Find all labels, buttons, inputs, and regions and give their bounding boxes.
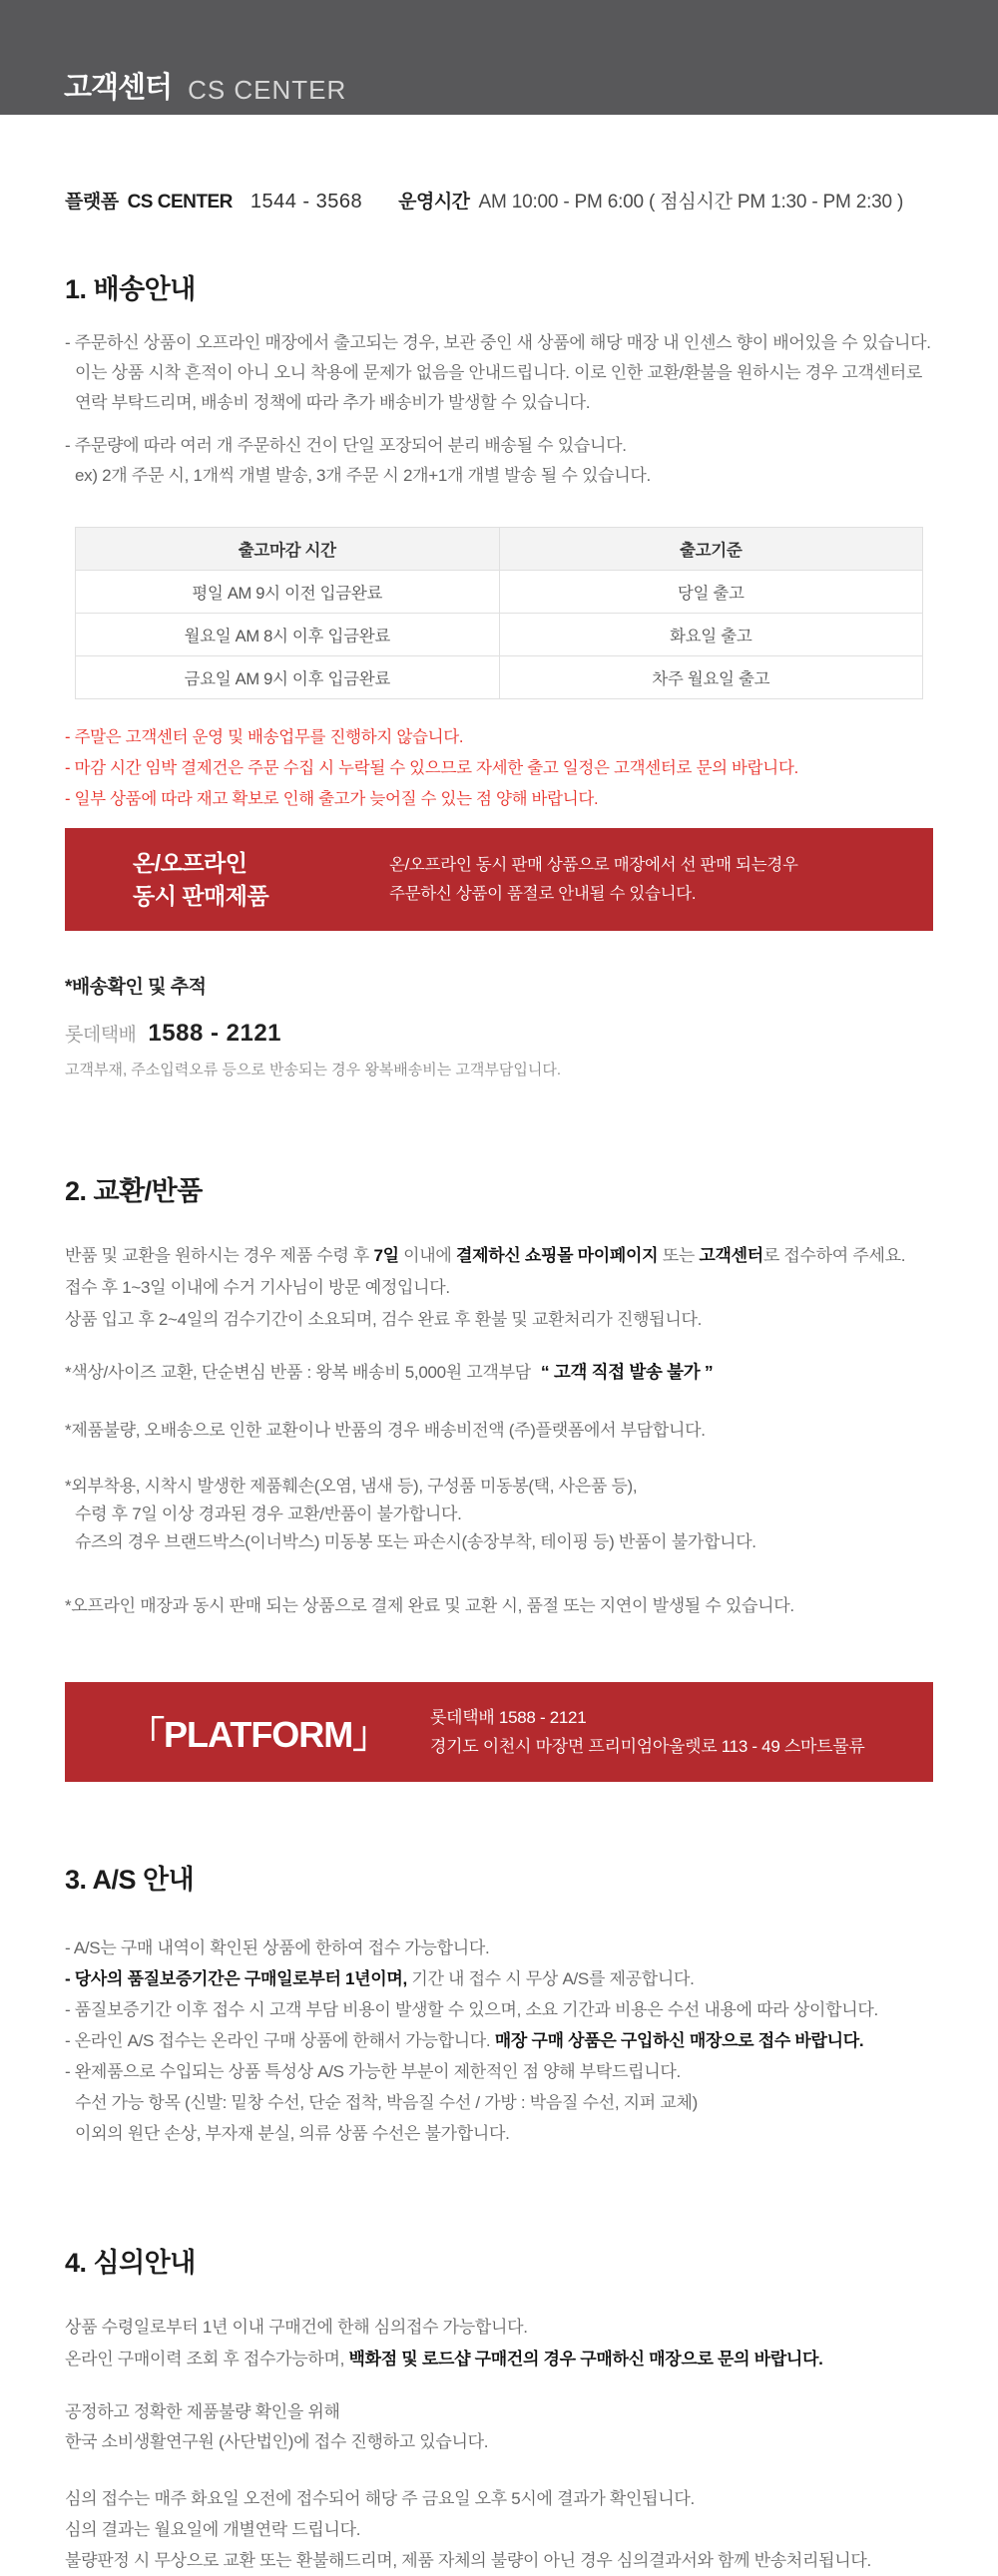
exchange-note-1	[65, 1358, 933, 1387]
page-header	[0, 0, 998, 115]
note-line: 슈즈의 경우 브랜드박스(이너박스) 미동봉 또는 파손시(송장부착, 테이핑 등) 반품이 불가합니다.	[75, 1532, 756, 1551]
shipping-line: - 주문하신 상품이 오프라인 매장에서 출고되는 경우, 보관 중인 새 상품에 해당 매장 내 인센스 향이 배어있을 수 있습니다.	[65, 333, 931, 352]
carrier-row	[65, 1020, 933, 1048]
exchange-note-4	[65, 1592, 933, 1620]
shipping-line: 이는 상품 시착 흔적이 아니 오니 착용에 문제가 없음을 안내드립니다. 이로 인한 교환/환불을 원하시는 경우 고객센터로	[75, 363, 923, 382]
note-line: *오프라인 매장과 동시 판매 되는 상품으로 결제 완료 및 교환 시, 품절 또는 지연이 발생될 수 있습니다.	[65, 1596, 794, 1615]
brand-label: 플랫폼	[65, 192, 119, 213]
text-segment-bold: 매장 구매 상품은 구입하신 매장으로 접수 바랍니다.	[494, 2031, 864, 2050]
text-segment: 로 접수하여 주세요.	[762, 1246, 906, 1265]
banner-description	[389, 851, 798, 909]
exchange-paragraph	[65, 1240, 933, 1336]
review-line: 심의 접수는 매주 화요일 오전에 접수되어 해당 주 금요일 오후 5시에 결과가 확인됩니다.	[65, 2489, 695, 2508]
banner-title-line: 동시 판매제품	[133, 882, 269, 909]
as-line: - 완제품으로 수입되는 상품 특성상 A/S 가능한 부분이 제한적인 점 양해 부탁드립니다.	[65, 2062, 681, 2081]
section-heading-shipping: 1. 배송안내	[65, 274, 196, 304]
as-paragraph	[65, 1932, 933, 2149]
address-line: 경기도 이천시 마장면 프리미엄아울렛로 113 - 49 스마트물류	[430, 1737, 865, 1756]
table-cell: 차주 월요일 출고	[499, 656, 923, 699]
cs-center-label: CS CENTER	[127, 192, 233, 213]
address-line: 롯데택배 1588 - 2121	[430, 1708, 587, 1727]
table-cell: 당일 출고	[499, 571, 923, 614]
shipping-warning-notes	[65, 722, 933, 815]
page-title-korean: 고객센터	[64, 72, 173, 104]
table-header-row	[76, 528, 923, 571]
as-line: - 품질보증기간 이후 접수 시 고객 부담 비용이 발생할 수 있으며, 소요 기간과 비용은 수선 내용에 따라 상이합니다.	[65, 2000, 878, 2019]
table-cell: 금요일 AM 9시 이후 입금완료	[76, 656, 500, 699]
review-line	[65, 2344, 933, 2375]
exchange-note-2	[65, 1417, 933, 1445]
section-heading-as: 3. A/S 안내	[65, 1865, 195, 1895]
cs-phone-number: 1544 - 3568	[250, 191, 363, 213]
review-line: 한국 소비생활연구원 (사단법인)에 접수 진행하고 있습니다.	[65, 2432, 489, 2451]
banner-address	[430, 1703, 865, 1761]
table-row	[76, 571, 923, 614]
banner-desc-line: 온/오프라인 동시 판매 상품으로 매장에서 선 판매 되는경우	[389, 855, 798, 874]
column-header-deadline: 출고마감 시간	[76, 528, 500, 571]
cs-info-bar	[65, 187, 933, 214]
review-paragraph-3	[65, 2483, 933, 2576]
column-header-dispatch: 출고기준	[499, 528, 923, 571]
banner-title-line: 온/오프라인	[133, 849, 248, 876]
as-line: 이외의 원단 손상, 부자재 분실, 의류 상품 수선은 불가합니다.	[75, 2124, 510, 2143]
review-paragraph-1	[65, 2312, 933, 2375]
text-segment: 기간 내 접수 시 무상 A/S를 제공합니다.	[406, 1969, 695, 1988]
simultaneous-sale-banner	[65, 828, 933, 931]
page-title-english: CS CENTER	[188, 75, 347, 105]
section-heading-exchange: 2. 교환/반품	[65, 1176, 203, 1206]
text-segment: 이내에	[398, 1246, 456, 1265]
exchange-line: 접수 후 1~3일 이내에 수거 기사님이 방문 예정입니다.	[65, 1278, 450, 1297]
platform-logo: 「PLATFORM」	[129, 1713, 388, 1755]
review-line: 공정하고 정확한 제품불량 확인을 위해	[65, 2402, 340, 2421]
as-line	[65, 1963, 933, 1994]
as-line: 수선 가능 항목 (신발: 밑창 수선, 단순 접착, 박음질 수선 / 가방 : 박음질 수선, 지퍼 교체)	[75, 2093, 698, 2112]
note-line: *제품불량, 오배송으로 인한 교환이나 반품의 경우 배송비전액 (주)플랫폼에서 부담합니다.	[65, 1421, 706, 1440]
shipping-line: - 주문량에 따라 여러 개 주문하신 건이 단일 포장되어 분리 배송될 수 있습니다.	[65, 436, 627, 455]
note-line	[65, 1358, 933, 1387]
banner-title	[133, 847, 389, 913]
exchange-line: 상품 입고 후 2~4일의 검수기간이 소요되며, 검수 완료 후 환불 및 교환처리가 진행됩니다.	[65, 1310, 703, 1329]
tracking-title: *배송확인 및 추적	[65, 977, 207, 998]
table-cell: 월요일 AM 8시 이후 입금완료	[76, 614, 500, 656]
banner-desc-line: 주문하신 상품이 품절로 안내될 수 있습니다.	[389, 884, 697, 903]
shipping-schedule-table	[75, 527, 923, 699]
note-line: *외부착용, 시착시 발생한 제품훼손(오염, 냄새 등), 구성품 미동봉(택, 사은품 등),	[65, 1477, 638, 1496]
text-segment-bold: 7일	[373, 1246, 399, 1265]
text-segment-bold: 백화점 및 로드샵 구매건의 경우 구매하신 매장으로 문의 바랍니다.	[348, 2350, 823, 2368]
review-line: 상품 수령일로부터 1년 이내 구매건에 한해 심의접수 가능합니다.	[65, 2318, 528, 2337]
exchange-line	[65, 1240, 933, 1272]
text-segment: - 온라인 A/S 접수는 온라인 구매 상품에 한해서 가능합니다.	[65, 2031, 495, 2050]
warning-line: - 주말은 고객센터 운영 및 배송업무를 진행하지 않습니다.	[65, 728, 464, 746]
exchange-note-3	[65, 1473, 933, 1556]
warning-line: - 마감 시간 임박 결제건은 주문 수집 시 누락될 수 있으므로 자세한 출고 일정은 고객센터로 문의 바랍니다.	[65, 759, 798, 777]
text-segment-bold: “ 고객 직접 발송 불가 ”	[540, 1362, 714, 1382]
hours-label: 운영시간	[398, 192, 470, 213]
table-cell: 화요일 출고	[499, 614, 923, 656]
shipping-paragraph-2	[65, 431, 933, 491]
warning-line: - 일부 상품에 따라 재고 확보로 인해 출고가 늦어질 수 있는 점 양해 바랍니다.	[65, 790, 599, 808]
review-line: 불량판정 시 무상으로 교환 또는 환불해드리며, 제품 자체의 불량이 아닌 경우 심의결과서와 함께 반송처리됩니다.	[65, 2551, 871, 2570]
shipping-line: 연락 부탁드리며, 배송비 정책에 따라 추가 배송비가 발생할 수 있습니다.	[75, 393, 591, 412]
text-segment-bold: 결제하신 쇼핑몰 마이페이지	[455, 1246, 659, 1265]
section-heading-review: 4. 심의안내	[65, 2248, 196, 2278]
text-segment: *색상/사이즈 교환, 단순변심 반품 : 왕복 배송비 5,000원 고객부담	[65, 1363, 531, 1382]
table-cell: 평일 AM 9시 이전 입금완료	[76, 571, 500, 614]
text-segment: 온라인 구매이력 조회 후 접수가능하며,	[65, 2350, 349, 2368]
text-segment-bold: 고객센터	[699, 1246, 763, 1265]
carrier-phone-number: 1588 - 2121	[148, 1020, 282, 1047]
shipping-paragraph-1	[65, 328, 933, 418]
table-row	[76, 656, 923, 699]
text-segment-bold: - 당사의 품질보증기간은 구매일로부터 1년이며,	[65, 1969, 407, 1988]
platform-address-banner	[65, 1682, 933, 1782]
carrier-note: 고객부재, 주소입력오류 등으로 반송되는 경우 왕복배송비는 고객부담입니다.	[65, 1062, 562, 1078]
as-line: - A/S는 구매 내역이 확인된 상품에 한하여 접수 가능합니다.	[65, 1938, 490, 1957]
page-content	[0, 187, 998, 2576]
review-paragraph-2	[65, 2397, 933, 2457]
text-segment: 반품 및 교환을 원하시는 경우 제품 수령 후	[65, 1246, 374, 1265]
hours-value: AM 10:00 - PM 6:00 ( 점심시간 PM 1:30 - PM 2:30 )	[478, 192, 904, 213]
carrier-name: 롯데택배	[65, 1025, 137, 1046]
as-line	[65, 2025, 933, 2056]
text-segment: 또는	[658, 1246, 700, 1265]
shipping-line: ex) 2개 주문 시, 1개씩 개별 발송, 3개 주문 시 2개+1개 개별 발송 될 수 있습니다.	[75, 466, 651, 485]
table-row	[76, 614, 923, 656]
review-line: 심의 결과는 월요일에 개별연락 드립니다.	[65, 2520, 361, 2539]
note-line: 수령 후 7일 이상 경과된 경우 교환/반품이 불가합니다.	[75, 1504, 462, 1523]
